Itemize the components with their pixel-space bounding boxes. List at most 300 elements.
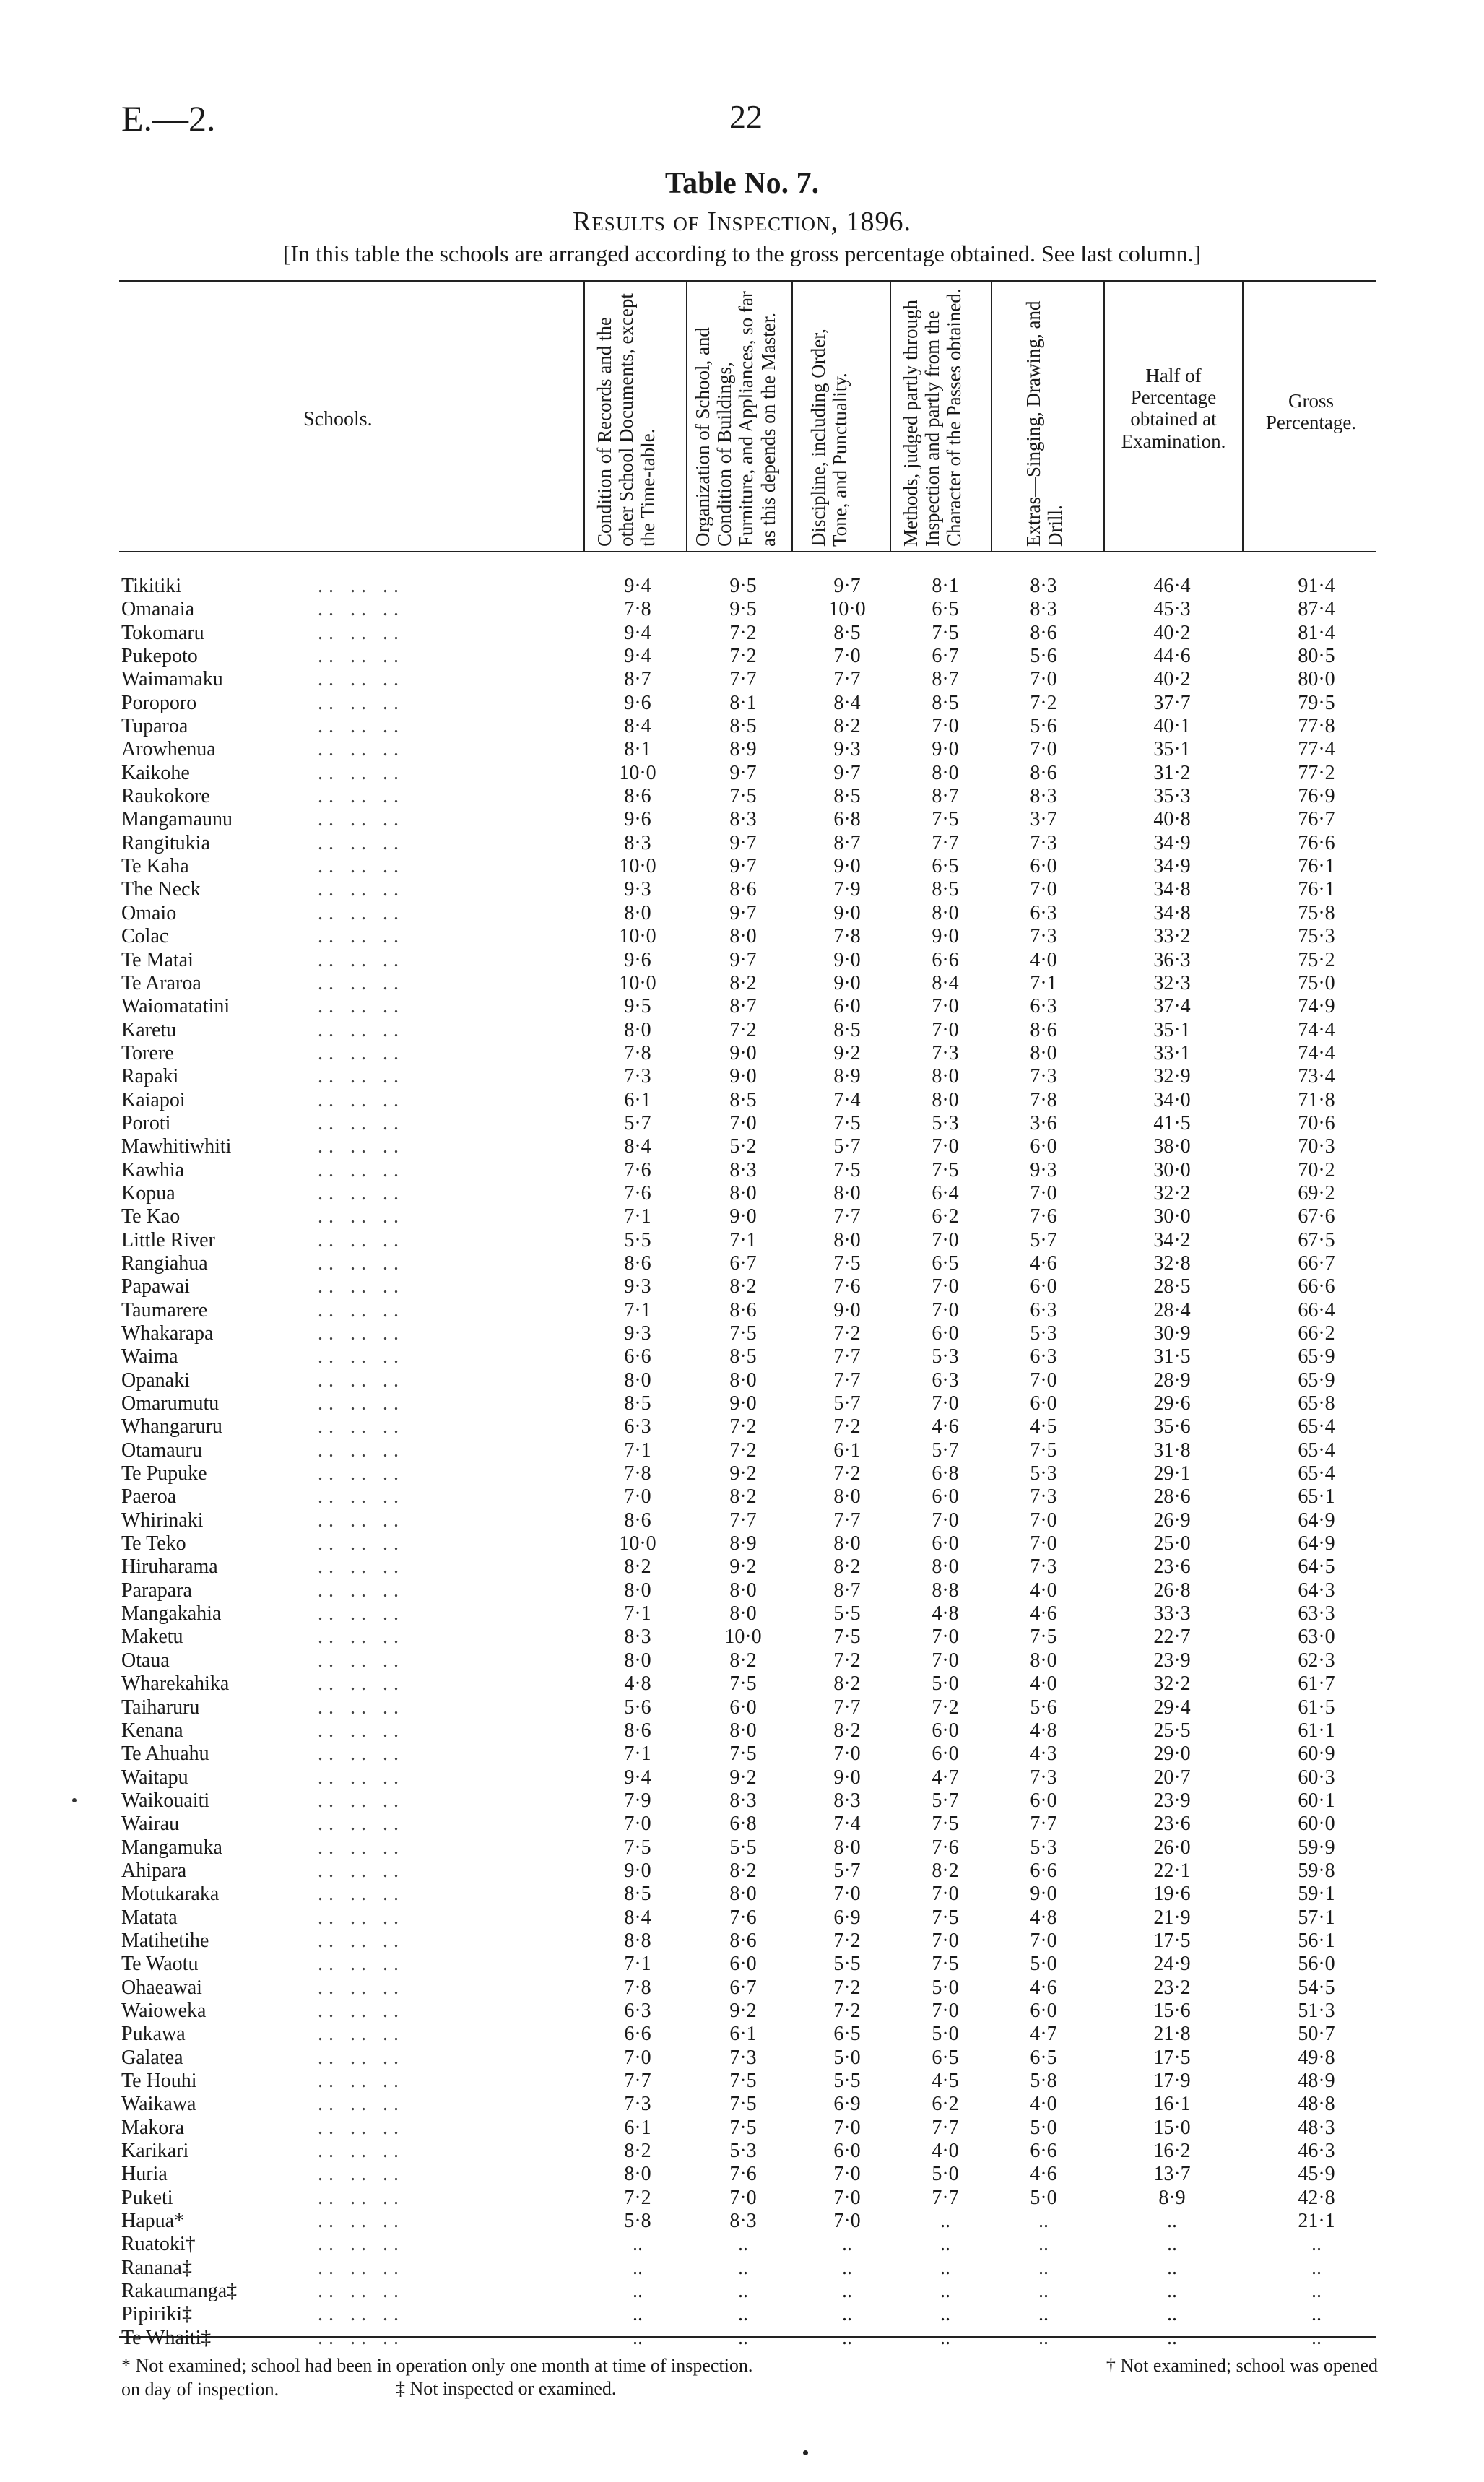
methods-score: 7·5	[932, 1906, 959, 1929]
school-name: Huria	[121, 2163, 168, 2186]
gross-percentage: 76·1	[1298, 878, 1335, 901]
records-score: 9·3	[624, 878, 651, 901]
half-percentage: 40·1	[1153, 715, 1191, 738]
extras-score: 5·3	[1030, 1462, 1057, 1485]
discipline-score: 5·7	[833, 1135, 861, 1158]
leader-dots: .. .. ..	[318, 2280, 404, 2303]
school-name: Maketu	[121, 1626, 183, 1649]
organization-score: 8·0	[729, 1719, 757, 1742]
table-row	[0, 1719, 1484, 1743]
gross-percentage: 77·2	[1298, 761, 1335, 784]
leader-dots: .. .. ..	[318, 925, 404, 948]
discipline-score: 6·8	[833, 808, 861, 831]
gross-percentage: 66·6	[1298, 1275, 1335, 1298]
half-percentage: 17·5	[1153, 1929, 1191, 1952]
organization-score: 7·5	[729, 1672, 757, 1696]
half-percentage: 26·8	[1153, 1579, 1191, 1602]
gross-percentage: 48·3	[1298, 2116, 1335, 2139]
half-percentage: 32·3	[1153, 971, 1191, 994]
organization-score: 6·1	[729, 2023, 757, 2046]
discipline-score: 8·0	[833, 1532, 861, 1555]
table-row	[0, 1509, 1484, 1532]
gross-percentage: 56·0	[1298, 1953, 1335, 1976]
table-note: [In this table the schools are arranged according to the gross percentage obtained. See last column.]	[282, 240, 1202, 266]
school-name: Mawhitiwhiti	[121, 1135, 232, 1158]
table-row	[0, 668, 1484, 691]
records-score: 7·0	[624, 2046, 651, 2069]
half-percentage: 30·0	[1153, 1205, 1191, 1228]
leader-dots: .. .. ..	[318, 878, 404, 901]
extras-score: 8·0	[1030, 1649, 1057, 1672]
methods-score: 8·0	[932, 1555, 959, 1579]
leader-dots: .. .. ..	[318, 1415, 404, 1439]
leader-dots: .. .. ..	[318, 1041, 404, 1064]
half-percentage: 24·9	[1153, 1953, 1191, 1976]
organization-score: 8·0	[729, 1579, 757, 1602]
records-score: 9·3	[624, 1275, 651, 1298]
gross-percentage: 75·0	[1298, 971, 1335, 994]
records-score: 7·6	[624, 1181, 651, 1205]
organization-score: 7·5	[729, 2070, 757, 2092]
half-percentage: ..	[1167, 2303, 1177, 2326]
extras-score: 4·7	[1030, 2023, 1057, 2046]
records-score: 7·8	[624, 1462, 651, 1485]
table-row	[0, 1229, 1484, 1252]
records-score: 9·0	[624, 1859, 651, 1882]
table-row	[0, 855, 1484, 878]
methods-score: 6·3	[932, 1368, 959, 1392]
gross-percentage: 75·2	[1298, 948, 1335, 971]
organization-score: 7·5	[729, 1743, 757, 1766]
discipline-score: 7·2	[833, 1649, 861, 1672]
half-percentage: 23·6	[1153, 1555, 1191, 1579]
leader-dots: .. .. ..	[318, 2070, 404, 2092]
table-row	[0, 1555, 1484, 1579]
discipline-score: 9·0	[833, 901, 861, 924]
methods-score: 4·8	[932, 1602, 959, 1626]
methods-score: 5·0	[932, 2023, 959, 2046]
table-row	[0, 1439, 1484, 1462]
extras-score: 4·6	[1030, 2163, 1057, 2186]
records-score: 8·0	[624, 1579, 651, 1602]
leader-dots: .. .. ..	[318, 2256, 404, 2279]
organization-score: 8·3	[729, 1789, 757, 1812]
methods-score: 7·2	[932, 1696, 959, 1719]
table-row	[0, 972, 1484, 995]
extras-score: 7·2	[1030, 691, 1057, 714]
leader-dots: .. .. ..	[318, 1883, 404, 1906]
discipline-score: ..	[842, 2233, 852, 2256]
records-score: 7·3	[624, 1065, 651, 1088]
organization-score: 8·2	[729, 1485, 757, 1509]
discipline-score: 7·7	[833, 668, 861, 691]
discipline-score: 8·7	[833, 831, 861, 854]
methods-score: 7·0	[932, 1275, 959, 1298]
methods-score: 8·0	[932, 761, 959, 784]
half-percentage: 34·8	[1153, 901, 1191, 924]
discipline-score: 8·5	[833, 1018, 861, 1041]
table-row	[0, 2257, 1484, 2280]
records-score: 6·1	[624, 2116, 651, 2139]
gross-percentage: 63·3	[1298, 1602, 1335, 1626]
methods-score: 5·0	[932, 1976, 959, 1999]
gross-percentage: 64·9	[1298, 1509, 1335, 1532]
school-name: Whakarapa	[121, 1322, 214, 1345]
document-id: E.—2.	[121, 98, 216, 139]
records-score: 6·1	[624, 1088, 651, 1111]
gross-percentage: 67·6	[1298, 1205, 1335, 1228]
extras-score: 4·8	[1030, 1719, 1057, 1742]
leader-dots: .. .. ..	[318, 1626, 404, 1649]
extras-score: 4·0	[1030, 948, 1057, 971]
organization-score: 8·9	[729, 1532, 757, 1555]
gross-percentage: 59·9	[1298, 1836, 1335, 1859]
school-name: Hiruharama	[121, 1555, 218, 1579]
table-row	[0, 575, 1484, 598]
school-name: Rakaumanga‡	[121, 2280, 238, 2303]
extras-score: 6·3	[1030, 901, 1057, 924]
records-score: 10·0	[619, 925, 656, 948]
table-row	[0, 2070, 1484, 2093]
half-percentage: 40·2	[1153, 668, 1191, 691]
extras-score: 6·0	[1030, 1789, 1057, 1812]
records-score: 8·4	[624, 715, 651, 738]
organization-score: 8·2	[729, 971, 757, 994]
extras-score: 3·7	[1030, 808, 1057, 831]
methods-score: 8·5	[932, 691, 959, 714]
school-name: Te Houhi	[121, 2070, 197, 2092]
leader-dots: .. .. ..	[318, 1906, 404, 1929]
extras-score: 3·6	[1030, 1111, 1057, 1134]
methods-score: 7·0	[932, 1929, 959, 1952]
discipline-score: 7·7	[833, 1696, 861, 1719]
leader-dots: .. .. ..	[318, 785, 404, 808]
half-percentage: 44·6	[1153, 645, 1191, 668]
extras-score: ..	[1038, 2280, 1049, 2303]
school-name: Little River	[121, 1228, 215, 1251]
methods-score: 7·0	[932, 1649, 959, 1672]
discipline-score: 7·5	[833, 1626, 861, 1649]
records-score: 9·5	[624, 995, 651, 1018]
leader-dots: .. .. ..	[318, 948, 404, 971]
half-percentage: ..	[1167, 2210, 1177, 2233]
school-name: Karetu	[121, 1018, 177, 1041]
records-score: 8·6	[624, 1719, 651, 1742]
half-percentage: 16·1	[1153, 2093, 1191, 2116]
school-name: Te Ahuahu	[121, 1743, 209, 1766]
gross-percentage: 60·9	[1298, 1743, 1335, 1766]
records-score: 8·3	[624, 1626, 651, 1649]
half-percentage: 29·0	[1153, 1743, 1191, 1766]
extras-score: 8·6	[1030, 621, 1057, 644]
organization-score: 7·7	[729, 668, 757, 691]
gross-percentage: 61·1	[1298, 1719, 1335, 1742]
header-discipline: Discipline, including Order, Tone, and Punctuality.	[807, 329, 851, 547]
methods-score: 9·0	[932, 738, 959, 761]
table-row	[0, 1813, 1484, 1836]
school-name: Te Whaiti‡	[121, 2326, 212, 2349]
gross-percentage: 70·6	[1298, 1111, 1335, 1134]
gross-percentage: 59·8	[1298, 1859, 1335, 1882]
methods-score: 6·8	[932, 1462, 959, 1485]
discipline-score: 7·7	[833, 1368, 861, 1392]
table-row	[0, 622, 1484, 645]
half-percentage: 31·2	[1153, 761, 1191, 784]
extras-score: 6·0	[1030, 855, 1057, 878]
extras-score: 7·0	[1030, 668, 1057, 691]
half-percentage: 22·1	[1153, 1859, 1191, 1882]
discipline-score: 7·0	[833, 2116, 861, 2139]
leader-dots: .. .. ..	[318, 2163, 404, 2186]
organization-score: 8·3	[729, 2210, 757, 2233]
organization-score: 8·5	[729, 715, 757, 738]
gross-percentage: 48·9	[1298, 2070, 1335, 2092]
records-score: 8·6	[624, 1509, 651, 1532]
discipline-score: 7·2	[833, 1415, 861, 1439]
discipline-score: 5·7	[833, 1392, 861, 1415]
discipline-score: 8·9	[833, 1065, 861, 1088]
extras-score: 5·0	[1030, 1953, 1057, 1976]
school-name: Raukokore	[121, 785, 210, 808]
methods-score: 7·3	[932, 1041, 959, 1064]
table-subtitle: Results of Inspection, 1896.	[572, 207, 912, 237]
methods-score: 7·0	[932, 715, 959, 738]
gross-percentage: 49·8	[1298, 2046, 1335, 2069]
extras-score: ..	[1038, 2326, 1049, 2349]
leader-dots: .. .. ..	[318, 1743, 404, 1766]
organization-score: 7·7	[729, 1509, 757, 1532]
leader-dots: .. .. ..	[318, 2046, 404, 2069]
methods-score: 6·5	[932, 2046, 959, 2069]
leader-dots: .. .. ..	[318, 715, 404, 738]
methods-score: ..	[940, 2233, 950, 2256]
school-name: Poroti	[121, 1111, 171, 1134]
methods-score: 6·0	[932, 1532, 959, 1555]
extras-score: 7·3	[1030, 1065, 1057, 1088]
school-name: Pukawa	[121, 2023, 186, 2046]
methods-score: 7·0	[932, 1228, 959, 1251]
extras-score: 6·3	[1030, 995, 1057, 1018]
half-percentage: 34·9	[1153, 855, 1191, 878]
half-percentage: 32·2	[1153, 1181, 1191, 1205]
organization-score: 8·0	[729, 1368, 757, 1392]
methods-score: 7·0	[932, 1298, 959, 1322]
leader-dots: .. .. ..	[318, 1976, 404, 1999]
gross-percentage: 80·5	[1298, 645, 1335, 668]
extras-score: 5·6	[1030, 645, 1057, 668]
half-percentage: 15·6	[1153, 1999, 1191, 2022]
table-row	[0, 2000, 1484, 2023]
discipline-score: 7·0	[833, 1743, 861, 1766]
leader-dots: .. .. ..	[318, 1065, 404, 1088]
leader-dots: .. .. ..	[318, 1532, 404, 1555]
discipline-score: 5·7	[833, 1859, 861, 1882]
extras-score: 6·3	[1030, 1345, 1057, 1368]
records-score: 10·0	[619, 1532, 656, 1555]
half-percentage: 35·1	[1153, 1018, 1191, 1041]
table-row	[0, 832, 1484, 855]
records-score: 7·2	[624, 2186, 651, 2209]
records-score: 8·4	[624, 1906, 651, 1929]
half-percentage: 29·1	[1153, 1462, 1191, 1485]
extras-score: ..	[1038, 2256, 1049, 2279]
footnote-dagger: † Not examined; school was opened	[1106, 2355, 1378, 2376]
page-number: 22	[729, 98, 763, 135]
table-row	[0, 738, 1484, 761]
extras-score: 5·6	[1030, 1696, 1057, 1719]
half-percentage: 28·6	[1153, 1485, 1191, 1509]
school-name: Galatea	[121, 2046, 183, 2069]
extras-score: 4·0	[1030, 2093, 1057, 2116]
table-row	[0, 1299, 1484, 1322]
organization-score: 8·6	[729, 878, 757, 901]
table-row	[0, 949, 1484, 972]
school-name: Motukaraka	[121, 1883, 220, 1906]
half-percentage: 34·2	[1153, 1228, 1191, 1251]
records-score: 7·1	[624, 1602, 651, 1626]
organization-score: 8·3	[729, 1158, 757, 1181]
half-percentage: 26·0	[1153, 1836, 1191, 1859]
leader-dots: .. .. ..	[318, 1111, 404, 1134]
organization-score: 5·2	[729, 1135, 757, 1158]
leader-dots: .. .. ..	[318, 1789, 404, 1812]
records-score: 7·1	[624, 1205, 651, 1228]
organization-score: 7·5	[729, 2116, 757, 2139]
school-name: Rangitukia	[121, 831, 210, 854]
gross-percentage: 57·1	[1298, 1906, 1335, 1929]
extras-score: 7·3	[1030, 1555, 1057, 1579]
methods-score: 6·7	[932, 645, 959, 668]
records-score: ..	[633, 2256, 643, 2279]
leader-dots: .. .. ..	[318, 1439, 404, 1462]
half-percentage: 33·2	[1153, 925, 1191, 948]
discipline-score: 9·3	[833, 738, 861, 761]
extras-score: 4·6	[1030, 1251, 1057, 1275]
records-score: 7·7	[624, 2070, 651, 2092]
methods-score: 6·0	[932, 1485, 959, 1509]
table-row	[0, 2093, 1484, 2116]
methods-score: 6·0	[932, 1743, 959, 1766]
table-row	[0, 2233, 1484, 2256]
organization-score: 9·2	[729, 1999, 757, 2022]
leader-dots: .. .. ..	[318, 808, 404, 831]
extras-score: 5·7	[1030, 1228, 1057, 1251]
school-name: Te Teko	[121, 1532, 186, 1555]
extras-score: ..	[1038, 2210, 1049, 2233]
gross-percentage: 75·8	[1298, 901, 1335, 924]
records-score: 9·6	[624, 808, 651, 831]
organization-score: 9·0	[729, 1041, 757, 1064]
leader-dots: .. .. ..	[318, 621, 404, 644]
extras-score: 5·6	[1030, 715, 1057, 738]
half-percentage: 32·8	[1153, 1251, 1191, 1275]
organization-score: 10·0	[724, 1626, 762, 1649]
discipline-score: 7·5	[833, 1158, 861, 1181]
records-score: 6·6	[624, 2023, 651, 2046]
leader-dots: .. .. ..	[318, 1298, 404, 1322]
gross-percentage: 80·0	[1298, 668, 1335, 691]
school-name: Waimamaku	[121, 668, 223, 691]
records-score: 7·3	[624, 2093, 651, 2116]
school-name: Tokomaru	[121, 621, 204, 644]
discipline-score: 7·4	[833, 1813, 861, 1836]
methods-score: 8·7	[932, 785, 959, 808]
records-score: 8·6	[624, 785, 651, 808]
methods-score: 7·7	[932, 2116, 959, 2139]
leader-dots: .. .. ..	[318, 1929, 404, 1952]
records-score: 8·5	[624, 1392, 651, 1415]
half-percentage: 25·5	[1153, 1719, 1191, 1742]
half-percentage: 25·0	[1153, 1532, 1191, 1555]
school-name: The Neck	[121, 878, 201, 901]
school-name: Waikouaiti	[121, 1789, 210, 1812]
leader-dots: .. .. ..	[318, 1018, 404, 1041]
half-percentage: 16·2	[1153, 2140, 1191, 2163]
organization-score: 9·0	[729, 1392, 757, 1415]
records-score: 8·2	[624, 2140, 651, 2163]
gross-percentage: 50·7	[1298, 2023, 1335, 2046]
leader-dots: .. .. ..	[318, 1509, 404, 1532]
gross-percentage: 87·4	[1298, 598, 1335, 621]
methods-score: 6·5	[932, 1251, 959, 1275]
table-row	[0, 1860, 1484, 1883]
methods-score: 5·3	[932, 1345, 959, 1368]
discipline-score: 7·2	[833, 1462, 861, 1485]
methods-score: 7·0	[932, 1018, 959, 1041]
discipline-score: 9·0	[833, 855, 861, 878]
records-score: 7·1	[624, 1298, 651, 1322]
extras-score: 7·0	[1030, 878, 1057, 901]
footnote-dagger-continuation: on day of inspection.	[121, 2378, 279, 2400]
extras-score: 7·8	[1030, 1088, 1057, 1111]
table-row	[0, 1345, 1484, 1368]
records-score: 7·1	[624, 1439, 651, 1462]
leader-dots: .. .. ..	[318, 901, 404, 924]
results-table-body	[0, 575, 1484, 2350]
leader-dots: .. .. ..	[318, 2233, 404, 2256]
extras-score: 7·6	[1030, 1205, 1057, 1228]
organization-score: 9·2	[729, 1555, 757, 1579]
records-score: 9·6	[624, 691, 651, 714]
table-row	[0, 1485, 1484, 1509]
footnotes	[121, 2354, 1378, 2401]
extras-score: 6·0	[1030, 1275, 1057, 1298]
gross-percentage: 79·5	[1298, 691, 1335, 714]
school-name: Rapaki	[121, 1065, 179, 1088]
table-row	[0, 2140, 1484, 2163]
school-name: Waioweka	[121, 1999, 207, 2022]
leader-dots: .. .. ..	[318, 575, 404, 597]
organization-score: 7·6	[729, 1906, 757, 1929]
table-row	[0, 1766, 1484, 1789]
leader-dots: .. .. ..	[318, 1322, 404, 1345]
extras-score: 8·3	[1030, 785, 1057, 808]
organization-score: 6·7	[729, 1976, 757, 1999]
discipline-score: 9·0	[833, 1766, 861, 1789]
records-score: 7·8	[624, 598, 651, 621]
methods-score: 6·6	[932, 948, 959, 971]
leader-dots: .. .. ..	[318, 1649, 404, 1672]
discipline-score: 10·0	[828, 598, 866, 621]
leader-dots: .. .. ..	[318, 691, 404, 714]
half-percentage: 41·5	[1153, 1111, 1191, 1134]
extras-score: 5·3	[1030, 1322, 1057, 1345]
discipline-score: 9·7	[833, 575, 861, 597]
discipline-score: 8·2	[833, 1672, 861, 1696]
table-row	[0, 808, 1484, 831]
school-name: Matihetihe	[121, 1929, 209, 1952]
gross-percentage: 64·3	[1298, 1579, 1335, 1602]
